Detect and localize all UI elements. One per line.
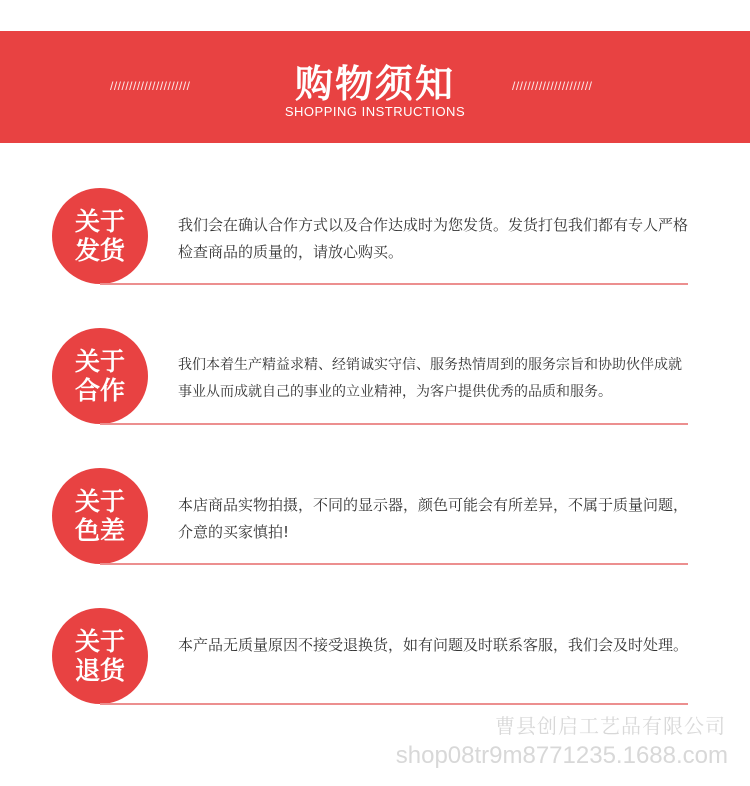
badge-bottom-label: 退货 bbox=[74, 656, 125, 685]
right-decoration-slashes: ///////////////////// bbox=[512, 79, 593, 93]
section-divider bbox=[100, 563, 688, 565]
section-returns bbox=[0, 608, 750, 718]
watermark-url: shop08tr9m8771235.1688.com bbox=[395, 742, 728, 769]
section-text: 我们本着生产精益求精、经销诚实守信、服务热情周到的服务宗旨和协助伙伴成就事业从而成就自己的事业的立业精神，为客户提供优秀的品质和服务。 bbox=[178, 357, 682, 400]
badge-bottom-label: 发货 bbox=[74, 236, 125, 265]
section-shipping bbox=[0, 188, 750, 298]
section-text: 本产品无质量原因不接受退换货，如有问题及时联系客服，我们会及时处理。 bbox=[178, 636, 689, 654]
page-title: 购物须知 bbox=[294, 62, 455, 106]
badge-bottom-label: 色差 bbox=[74, 516, 125, 545]
header-banner bbox=[0, 31, 750, 143]
watermark-company: 曹县创启工艺品有限公司 bbox=[495, 716, 726, 738]
badge-color-difference bbox=[52, 468, 148, 564]
section-color-difference bbox=[0, 468, 750, 578]
badge-cooperation bbox=[52, 328, 148, 424]
badge-shipping bbox=[52, 188, 148, 284]
left-decoration-slashes: ///////////////////// bbox=[110, 79, 191, 93]
badge-top-label: 关于 bbox=[74, 487, 125, 516]
badge-bottom-label: 合作 bbox=[74, 376, 125, 405]
section-text: 本店商品实物拍摄，不同的显示器，颜色可能会有所差异，不属于质量问题，介意的买家慎拍! bbox=[178, 496, 689, 541]
section-cooperation bbox=[0, 328, 750, 438]
badge-top-label: 关于 bbox=[74, 347, 125, 376]
section-text: 我们会在确认合作方式以及合作达成时为您发货。发货打包我们都有专人严格检查商品的质量的，请放心购买。 bbox=[178, 216, 689, 261]
badge-top-label: 关于 bbox=[74, 627, 125, 656]
badge-top-label: 关于 bbox=[74, 207, 125, 236]
section-divider bbox=[100, 423, 688, 425]
page-subtitle: SHOPPING INSTRUCTIONS bbox=[284, 104, 466, 119]
badge-returns bbox=[52, 608, 148, 704]
section-divider bbox=[100, 703, 688, 705]
section-divider bbox=[100, 283, 688, 285]
